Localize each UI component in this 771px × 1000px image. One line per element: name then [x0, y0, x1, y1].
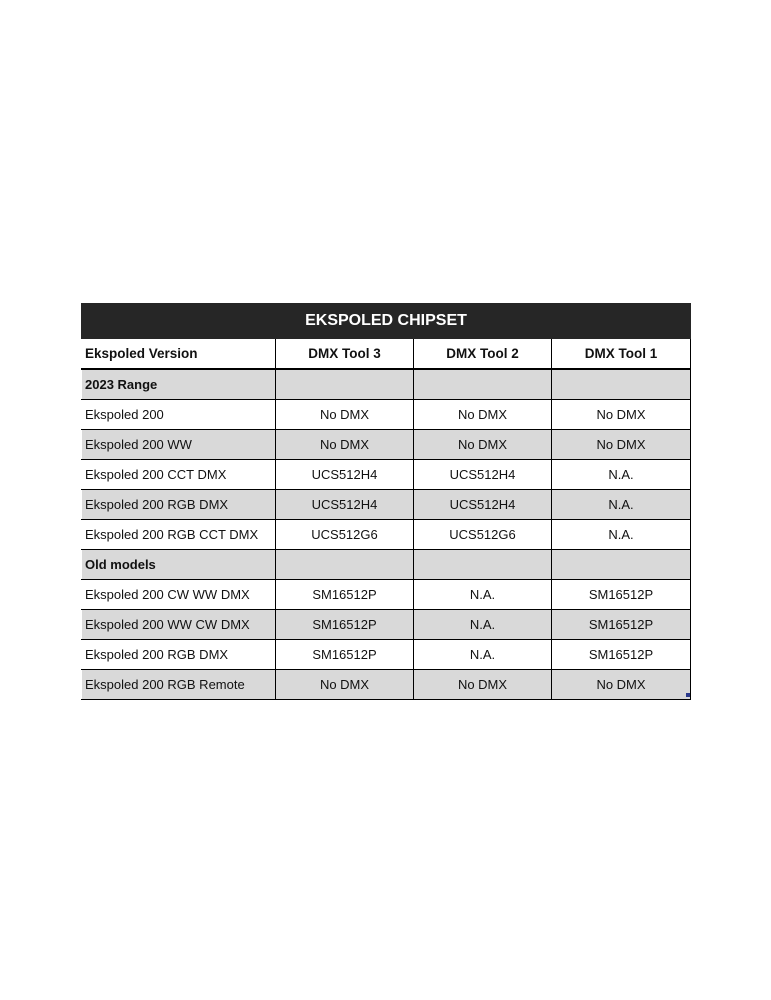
column-header-version: Ekspoled Version: [82, 339, 276, 370]
chip-cell: [276, 369, 414, 400]
chip-cell: [276, 550, 414, 580]
version-cell: Ekspoled 200 WW: [82, 430, 276, 460]
version-cell: Ekspoled 200 RGB DMX: [82, 640, 276, 670]
version-cell: Ekspoled 200 RGB DMX: [82, 490, 276, 520]
version-cell: Ekspoled 200 WW CW DMX: [82, 610, 276, 640]
chip-cell: SM16512P: [276, 640, 414, 670]
version-cell: Ekspoled 200 CW WW DMX: [82, 580, 276, 610]
chipset-table: [81, 303, 691, 700]
version-cell: Ekspoled 200 RGB CCT DMX: [82, 520, 276, 550]
chip-cell: N.A.: [552, 460, 691, 490]
chip-cell: UCS512G6: [414, 520, 552, 550]
column-header-dmx-tool-3: DMX Tool 3: [276, 339, 414, 370]
section-label: 2023 Range: [82, 369, 276, 400]
version-cell: Ekspoled 200 CCT DMX: [82, 460, 276, 490]
version-cell: Ekspoled 200: [82, 400, 276, 430]
chip-cell: [552, 369, 691, 400]
table-row: [82, 460, 691, 490]
table-row: [82, 580, 691, 610]
chip-cell: N.A.: [414, 580, 552, 610]
chip-cell: UCS512H4: [276, 460, 414, 490]
chip-cell: No DMX: [276, 430, 414, 460]
chip-cell: [552, 550, 691, 580]
table-row: [82, 670, 691, 700]
section-row: [82, 369, 691, 400]
chip-cell: No DMX: [276, 670, 414, 700]
header-row: [82, 339, 691, 370]
chip-cell: N.A.: [414, 610, 552, 640]
chip-cell: No DMX: [414, 430, 552, 460]
chip-cell: N.A.: [414, 640, 552, 670]
table-row: [82, 520, 691, 550]
chip-cell: No DMX: [276, 400, 414, 430]
section-label: Old models: [82, 550, 276, 580]
column-header-dmx-tool-1: DMX Tool 1: [552, 339, 691, 370]
chip-cell: No DMX: [414, 400, 552, 430]
section-row: [82, 550, 691, 580]
column-header-dmx-tool-2: DMX Tool 2: [414, 339, 552, 370]
chip-cell: [414, 369, 552, 400]
table-row: [82, 490, 691, 520]
chip-cell: UCS512H4: [414, 490, 552, 520]
table-title: EKSPOLED CHIPSET: [82, 304, 691, 339]
chip-cell: No DMX: [414, 670, 552, 700]
table-row: [82, 400, 691, 430]
chip-cell: UCS512G6: [276, 520, 414, 550]
table-row: [82, 640, 691, 670]
chip-cell: SM16512P: [552, 580, 691, 610]
selection-handle: [686, 693, 690, 697]
table-row: [82, 610, 691, 640]
chip-cell: SM16512P: [276, 580, 414, 610]
chip-cell: UCS512H4: [414, 460, 552, 490]
chip-cell: SM16512P: [552, 640, 691, 670]
title-row: [82, 304, 691, 339]
chip-cell: SM16512P: [552, 610, 691, 640]
chip-cell: No DMX: [552, 430, 691, 460]
table-body: [82, 369, 691, 700]
version-cell: Ekspoled 200 RGB Remote: [82, 670, 276, 700]
chip-cell: SM16512P: [276, 610, 414, 640]
chip-cell: [414, 550, 552, 580]
table-row: [82, 430, 691, 460]
chip-cell: UCS512H4: [276, 490, 414, 520]
chip-cell: No DMX: [552, 400, 691, 430]
chip-cell: No DMX: [552, 670, 691, 700]
chip-cell: N.A.: [552, 520, 691, 550]
chip-cell: N.A.: [552, 490, 691, 520]
